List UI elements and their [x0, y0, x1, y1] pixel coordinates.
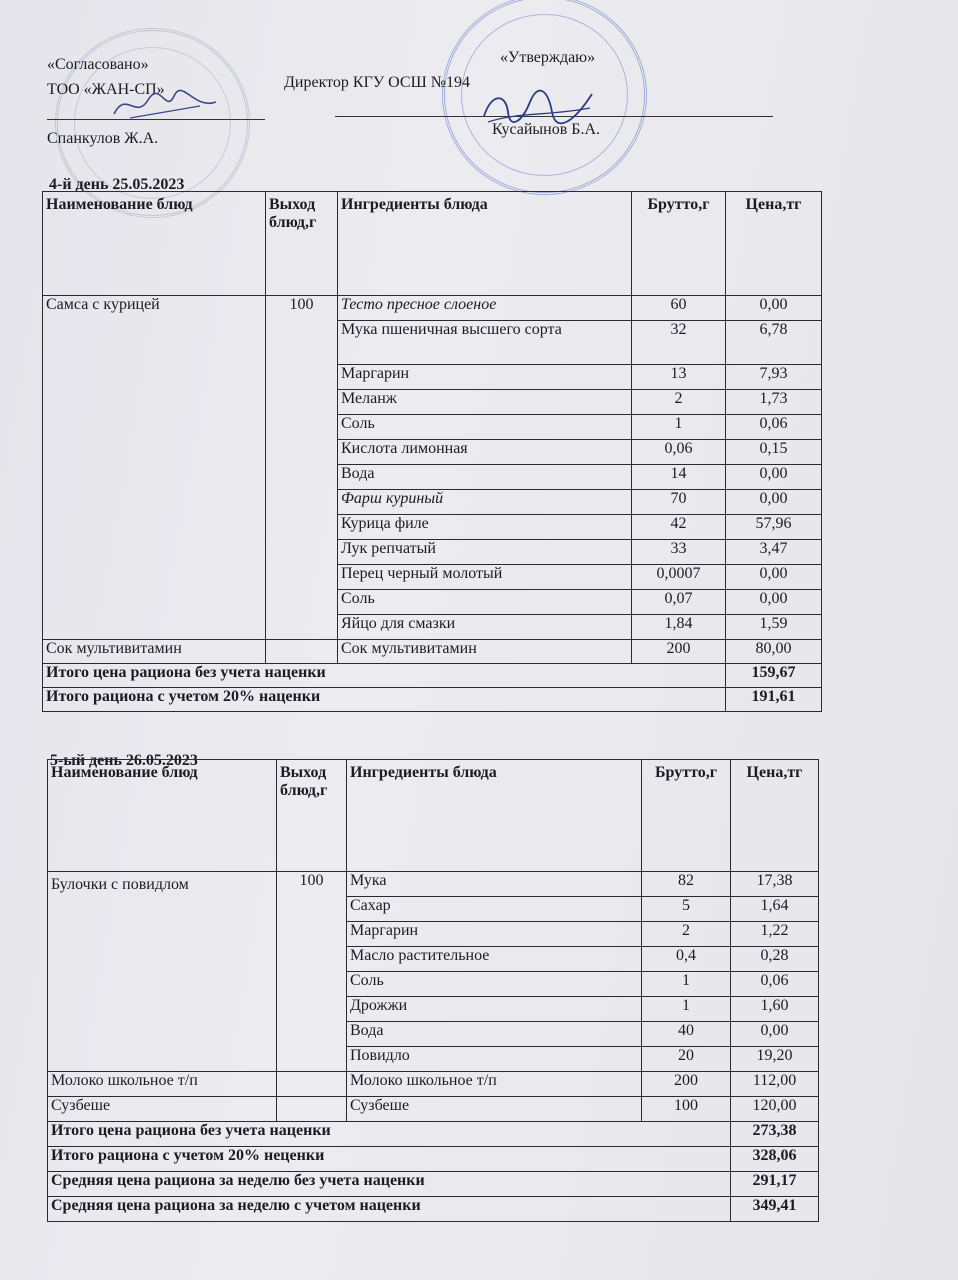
col-yield-header: Выход блюд,г	[277, 760, 347, 872]
ingredient: Яйцо для смазки	[338, 615, 632, 640]
week-avg-value: 291,17	[731, 1172, 819, 1197]
total-markup-value: 191,61	[726, 688, 822, 712]
dish-yield-empty	[266, 640, 338, 664]
gross: 1,84	[632, 615, 726, 640]
gross: 0,06	[632, 440, 726, 465]
price: 0,06	[726, 415, 822, 440]
dish-yield: 100	[266, 296, 338, 640]
price: 0,00	[726, 590, 822, 615]
dish-name: Сок мультивитамин	[43, 640, 266, 664]
dish-yield-empty	[277, 1072, 347, 1097]
dish-yield-empty	[277, 1097, 347, 1122]
price: 17,38	[731, 872, 819, 897]
gross: 1	[632, 415, 726, 440]
dish-name: Сузбеше	[48, 1097, 277, 1122]
dish-yield: 100	[277, 872, 347, 1072]
week-avg-markup-value: 349,41	[731, 1197, 819, 1222]
price: 80,00	[726, 640, 822, 664]
ingredient: Тесто пресное слоеное	[338, 296, 632, 321]
approved-right-person: Кусайынов Б.А.	[492, 121, 601, 138]
ingredient: Соль	[338, 590, 632, 615]
gross: 0,4	[642, 947, 731, 972]
price: 0,00	[726, 490, 822, 515]
total-row	[48, 1122, 819, 1147]
ingredient: Дрожжи	[347, 997, 642, 1022]
price: 0,00	[726, 565, 822, 590]
price: 120,00	[731, 1097, 819, 1122]
ingredient: Мука пшеничная высшего сорта	[338, 321, 632, 365]
ingredient: Сок мультивитамин	[338, 640, 632, 664]
day5-title: 5-ый день 26.05.2023	[50, 752, 198, 769]
col-yield-header: Выход блюд,г	[266, 192, 338, 296]
approved-left-label: «Согласовано»	[47, 56, 149, 73]
col-dish-header: Наименование блюд	[48, 760, 277, 872]
total-value: 273,38	[731, 1122, 819, 1147]
day5-table	[47, 759, 819, 1222]
price: 0,00	[731, 1022, 819, 1047]
week-avg-markup-row	[48, 1197, 819, 1222]
ingredient: Маргарин	[347, 922, 642, 947]
price: 0,00	[726, 465, 822, 490]
gross: 70	[632, 490, 726, 515]
price: 1,59	[726, 615, 822, 640]
price: 1,22	[731, 922, 819, 947]
table-row	[48, 1097, 819, 1122]
ingredient: Соль	[347, 972, 642, 997]
price: 112,00	[731, 1072, 819, 1097]
day4-title: 4-й день 25.05.2023	[49, 176, 185, 193]
week-avg-row	[48, 1172, 819, 1197]
left-signature	[110, 84, 220, 124]
ingredient: Сузбеше	[347, 1097, 642, 1122]
ingredient: Лук репчатый	[338, 540, 632, 565]
gross: 60	[632, 296, 726, 321]
table-row	[48, 872, 819, 897]
total-label: Итого цена рациона без учета наценки	[43, 664, 726, 688]
total-markup-value: 328,06	[731, 1147, 819, 1172]
ingredient: Маргарин	[338, 365, 632, 390]
col-dish-header: Наименование блюд	[43, 192, 266, 296]
approved-right-label: «Утверждаю»	[500, 49, 596, 66]
price: 57,96	[726, 515, 822, 540]
gross: 1	[642, 972, 731, 997]
week-avg-markup-label: Средняя цена рациона за неделю с учетом наценки	[48, 1197, 731, 1222]
total-markup-row	[43, 688, 822, 712]
gross: 5	[642, 897, 731, 922]
table-row	[43, 640, 822, 664]
ingredient: Масло растительное	[347, 947, 642, 972]
dish-name: Самса с курицей	[43, 296, 266, 640]
gross: 2	[632, 390, 726, 415]
price: 19,20	[731, 1047, 819, 1072]
dish-name: Молоко школьное т/п	[48, 1072, 277, 1097]
price: 0,00	[726, 296, 822, 321]
col-ingredients-header: Ингредиенты блюда	[338, 192, 632, 296]
ingredient: Меланж	[338, 390, 632, 415]
ingredient: Молоко школьное т/п	[347, 1072, 642, 1097]
gross: 42	[632, 515, 726, 540]
ingredient: Фарш куриный	[338, 490, 632, 515]
price: 0,06	[731, 972, 819, 997]
ingredient: Мука	[347, 872, 642, 897]
ingredient: Кислота лимонная	[338, 440, 632, 465]
table-row	[43, 296, 822, 321]
total-value: 159,67	[726, 664, 822, 688]
gross: 0,0007	[632, 565, 726, 590]
approved-left-person: Спанкулов Ж.А.	[47, 130, 159, 147]
total-row	[43, 664, 822, 688]
ingredient: Курица филе	[338, 515, 632, 540]
day4-table	[42, 191, 822, 712]
week-avg-label: Средняя цена рациона за неделю без учета наценки	[48, 1172, 731, 1197]
ingredient: Перец черный молотый	[338, 565, 632, 590]
price: 3,47	[726, 540, 822, 565]
col-price-header: Цена,тг	[731, 760, 819, 872]
price: 1,64	[731, 897, 819, 922]
gross: 13	[632, 365, 726, 390]
col-price-header: Цена,тг	[726, 192, 822, 296]
price: 1,60	[731, 997, 819, 1022]
total-markup-row	[48, 1147, 819, 1172]
approved-left-org: ТОО «ЖАН-СП»	[47, 81, 165, 98]
gross: 82	[642, 872, 731, 897]
total-label: Итого цена рациона без учета наценки	[48, 1122, 731, 1147]
price: 7,93	[726, 365, 822, 390]
gross: 200	[642, 1072, 731, 1097]
gross: 14	[632, 465, 726, 490]
total-markup-label: Итого рациона с учетом 20% неценки	[48, 1147, 731, 1172]
ingredient: Повидло	[347, 1047, 642, 1072]
col-gross-header: Брутто,г	[642, 760, 731, 872]
ingredient: Сахар	[347, 897, 642, 922]
gross: 0,07	[632, 590, 726, 615]
gross: 1	[642, 997, 731, 1022]
gross: 2	[642, 922, 731, 947]
gross: 100	[642, 1097, 731, 1122]
gross: 33	[632, 540, 726, 565]
ingredient: Соль	[338, 415, 632, 440]
ingredient: Вода	[338, 465, 632, 490]
right-signature	[478, 82, 598, 130]
ingredient: Вода	[347, 1022, 642, 1047]
col-ingredients-header: Ингредиенты блюда	[347, 760, 642, 872]
price: 1,73	[726, 390, 822, 415]
dish-name: Булочки с повидлом	[48, 872, 277, 1072]
col-gross-header: Брутто,г	[632, 192, 726, 296]
gross: 32	[632, 321, 726, 365]
price: 0,28	[731, 947, 819, 972]
gross: 200	[632, 640, 726, 664]
approved-right-role: Директор КГУ ОСШ №194	[284, 74, 470, 91]
table-row	[48, 1072, 819, 1097]
total-markup-label: Итого рациона с учетом 20% наценки	[43, 688, 726, 712]
price: 6,78	[726, 321, 822, 365]
gross: 40	[642, 1022, 731, 1047]
price: 0,15	[726, 440, 822, 465]
gross: 20	[642, 1047, 731, 1072]
